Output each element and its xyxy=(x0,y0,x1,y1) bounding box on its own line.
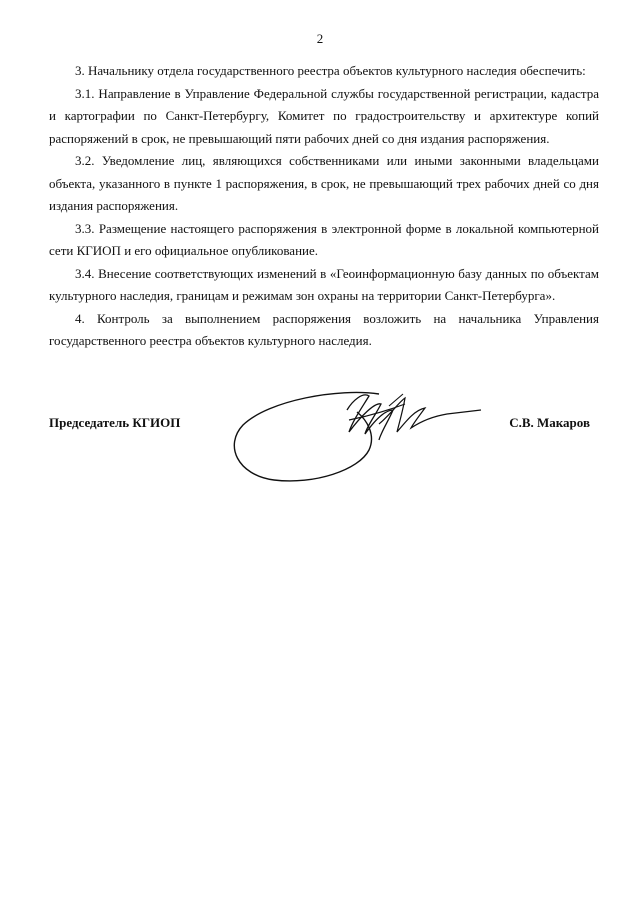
paragraph-3-2: 3.2. Уведомление лиц, являющихся собственниками или иными законными владельцами объекта, указанного в пункте 1 распоряжения, в срок, не превышающий трех рабочих дней со дня издания распоряжения. xyxy=(49,153,599,213)
paragraph-3-3: 3.3. Размещение настоящего распоряжения в электронной форме в локальной компьютерной сети КГИОП и его официальное опубликование. xyxy=(49,220,599,258)
document-body xyxy=(49,60,599,353)
paragraph-3-1: 3.1. Направление в Управление Федеральной службы государственной регистрации, кадастра и картографии по Санкт-Петербургу, Комитет по градостроительству и архитектуре копий распоряжений в срок, не превышающий пяти рабочих дней со дня издания распоряжения. xyxy=(49,85,599,146)
signature-block xyxy=(49,380,599,500)
paragraph-4: 4. Контроль за выполнением распоряжения возложить на начальника Управления государственного реестра объектов культурного наследия. xyxy=(49,310,599,348)
signer-title: Председатель КГИОП xyxy=(49,415,181,430)
signer-name: С.В. Макаров xyxy=(509,415,590,430)
paragraph-3: 3. Начальнику отдела государственного реестра объектов культурного наследия обеспечить: xyxy=(75,63,586,78)
page-number: 2 xyxy=(316,31,324,46)
handwritten-signature xyxy=(229,380,499,500)
paragraph-3-4: 3.4. Внесение соответствующих изменений в «Геоинформационную базу данных по объектам культурного наследия, границам и режимам зон охраны на территории Санкт-Петербурга». xyxy=(49,265,599,303)
